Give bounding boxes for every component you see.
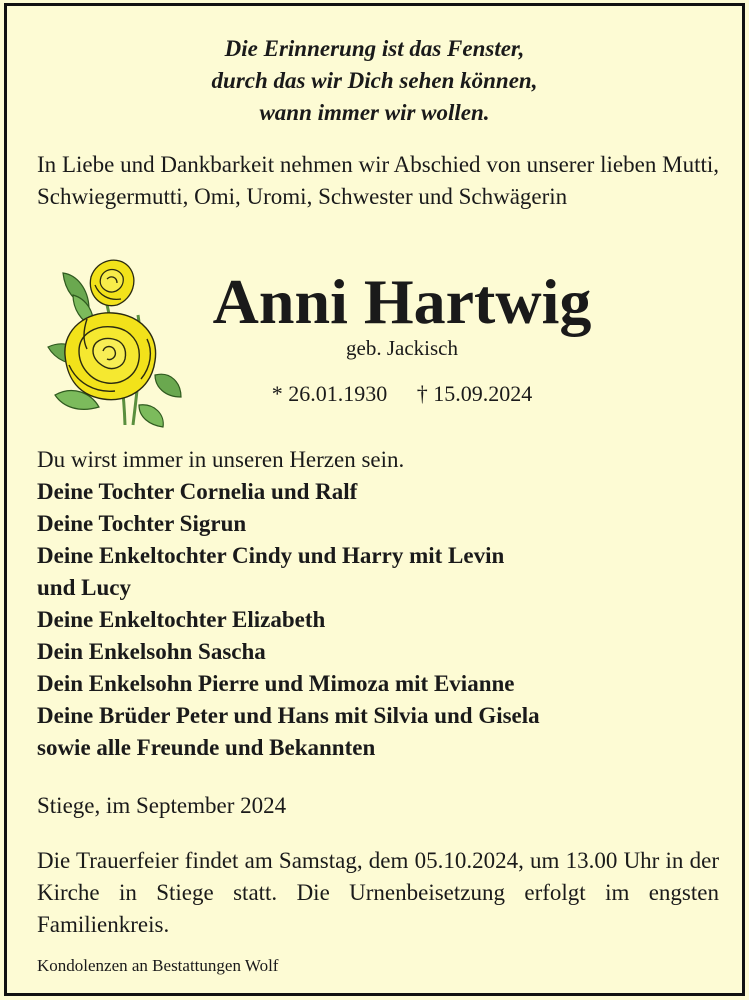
- motto-line: durch das wir Dich sehen können,: [211, 68, 538, 93]
- motto: [7, 33, 742, 129]
- mourner-line: Deine Tochter Cornelia und Ralf: [37, 479, 358, 504]
- mourner-line: Deine Enkeltochter Cindy und Harry mit Levin: [37, 543, 505, 568]
- mourner-line: und Lucy: [37, 575, 131, 600]
- place-date: Stiege, im September 2024: [37, 793, 287, 818]
- intro-text: In Liebe und Dankbarkeit nehmen wir Abschied von unserer lieben Mutti, Schwiegermutti, Omi, Uromi, Schwester und Schwägerin: [37, 152, 719, 209]
- condolences-note: Kondolenzen an Bestattungen Wolf: [37, 956, 279, 975]
- mourners-intro: Du wirst immer in unseren Herzen sein.: [37, 447, 405, 472]
- maiden-name: geb. Jackisch: [346, 336, 458, 360]
- life-dates: [187, 379, 617, 409]
- service-info: Die Trauerfeier findet am Samstag, dem 05.10.2024, um 13.00 Uhr in der Kirche in Stiege statt. Die Urnenbeisetzung erfolgt im engsten Familienkreis.: [37, 848, 719, 937]
- motto-line: Die Erinnerung ist das Fenster,: [224, 36, 525, 61]
- mourner-line: Deine Enkeltochter Elizabeth: [37, 607, 326, 632]
- obituary-card: [4, 3, 745, 996]
- mourner-line: Deine Tochter Sigrun: [37, 511, 247, 536]
- mourner-line: Dein Enkelsohn Sascha: [37, 639, 266, 664]
- motto-line: wann immer wir wollen.: [259, 100, 490, 125]
- birth-date: * 26.01.1930: [271, 381, 388, 406]
- mourner-line: sowie alle Freunde und Bekannten: [37, 735, 376, 760]
- deceased-name: Anni Hartwig: [212, 266, 592, 337]
- mourner-line: Deine Brüder Peter und Hans mit Silvia und Gisela: [37, 703, 540, 728]
- yellow-rose-icon: [43, 255, 183, 435]
- mourner-line: Dein Enkelsohn Pierre und Mimoza mit Evianne: [37, 671, 515, 696]
- mourners-list: [37, 476, 727, 764]
- death-date: † 15.09.2024: [416, 381, 533, 406]
